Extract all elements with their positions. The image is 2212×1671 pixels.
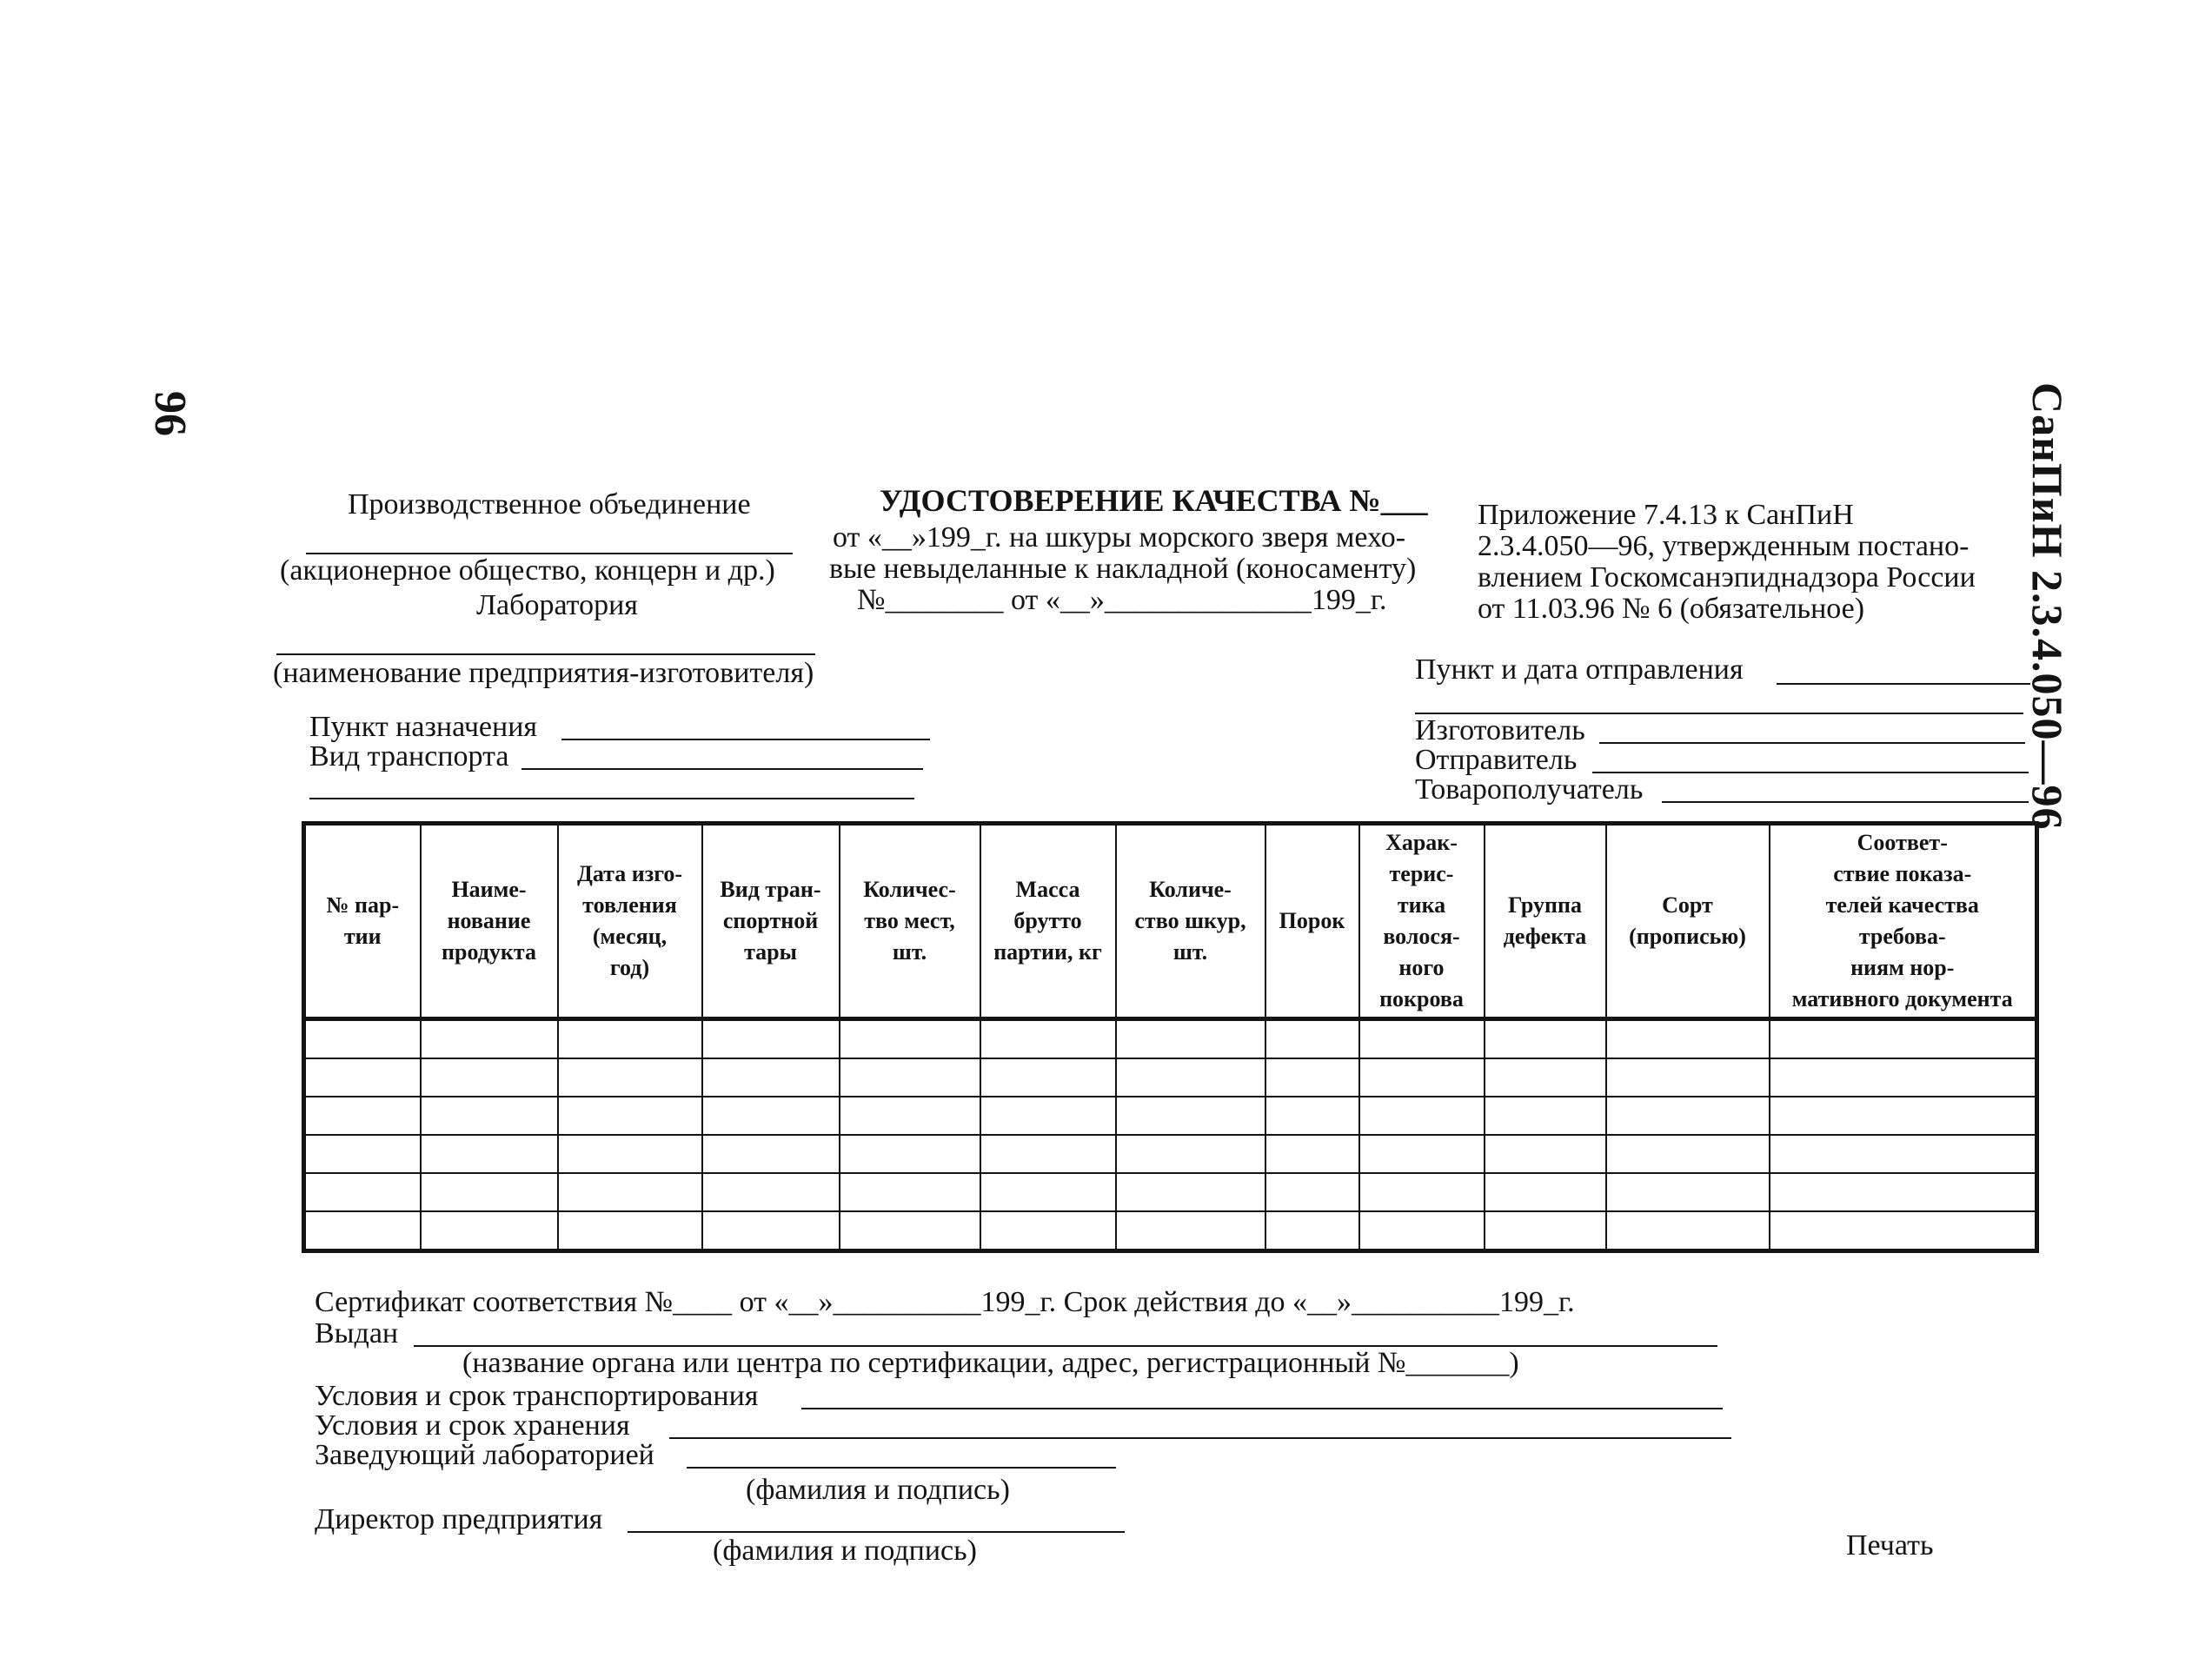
column-header: Харак- терис- тика волося- ного покрова — [1359, 824, 1485, 1019]
table-cell[interactable] — [1116, 1135, 1265, 1173]
table-cell[interactable] — [1265, 1019, 1359, 1059]
table-cell[interactable] — [980, 1135, 1116, 1173]
table-cell[interactable] — [1116, 1173, 1265, 1211]
table-cell[interactable] — [1606, 1173, 1770, 1211]
table-cell[interactable] — [1606, 1019, 1770, 1059]
transport-fill-line — [521, 768, 923, 770]
table-cell[interactable] — [421, 1019, 558, 1059]
transport-conditions-label: Условия и срок транспортирования — [315, 1380, 759, 1412]
column-header: Наиме- нование продукта — [421, 824, 558, 1019]
title-line-2: вые невыделанные к накладной (коносаменту) — [829, 553, 1417, 585]
appendix-line-2: 2.3.4.050—96, утвержденным постано- — [1478, 530, 1970, 562]
transport-label: Вид транспорта — [309, 740, 509, 773]
table-cell[interactable] — [1770, 1173, 2037, 1211]
table-cell[interactable] — [1359, 1211, 1485, 1251]
transport-extra-line — [309, 798, 914, 799]
lab-label: Лаборатория — [476, 589, 638, 621]
sender-label: Отправитель — [1415, 744, 1578, 776]
table-cell[interactable] — [421, 1058, 558, 1097]
table-cell[interactable] — [1116, 1058, 1265, 1097]
dispatch-label: Пункт и дата отправления — [1415, 653, 1744, 686]
table-cell[interactable] — [1485, 1058, 1606, 1097]
table-cell[interactable] — [840, 1097, 980, 1135]
table-cell[interactable] — [558, 1097, 702, 1135]
table-cell[interactable] — [421, 1135, 558, 1173]
stamp-label: Печать — [1846, 1529, 1934, 1562]
director-label: Директор предприятия — [315, 1503, 603, 1535]
title-line-3: №________ от «__»______________199_г. — [857, 584, 1387, 616]
table-cell[interactable] — [1485, 1135, 1606, 1173]
table-cell[interactable] — [558, 1173, 702, 1211]
director-fill-line — [628, 1531, 1125, 1533]
table-body — [304, 1019, 2037, 1251]
transport-conditions-fill-line — [801, 1408, 1723, 1409]
table-cell[interactable] — [304, 1135, 421, 1173]
column-header: Соответ- ствие показа- телей качества требова- ниям нор- мативного документа — [1770, 824, 2037, 1019]
table-row — [304, 1097, 2037, 1135]
table-cell[interactable] — [980, 1173, 1116, 1211]
storage-conditions-label: Условия и срок хранения — [315, 1409, 630, 1442]
issued-label: Выдан — [315, 1317, 399, 1349]
table-cell[interactable] — [1265, 1211, 1359, 1251]
lab-hint: (наименование предприятия-изготовителя) — [273, 657, 814, 689]
appendix-line-1: Приложение 7.4.13 к СанПиН — [1478, 499, 1854, 531]
table-cell[interactable] — [1485, 1211, 1606, 1251]
table-cell[interactable] — [1265, 1173, 1359, 1211]
table-cell[interactable] — [1485, 1019, 1606, 1059]
table-cell[interactable] — [1606, 1097, 1770, 1135]
lab-head-sign-hint: (фамилия и подпись) — [746, 1474, 1010, 1506]
table-cell[interactable] — [840, 1019, 980, 1059]
table-cell[interactable] — [304, 1173, 421, 1211]
org-label: Производственное объединение — [348, 488, 751, 521]
document-code-side-title: СанПиН 2.3.4.050—96 — [2023, 382, 2072, 831]
table-cell[interactable] — [1770, 1058, 2037, 1097]
table-cell[interactable] — [840, 1058, 980, 1097]
table-cell[interactable] — [304, 1211, 421, 1251]
column-header: Дата изго- товления (месяц, год) — [558, 824, 702, 1019]
manufacturer-fill-line — [1599, 742, 2025, 744]
table-cell[interactable] — [1359, 1173, 1485, 1211]
table-cell[interactable] — [980, 1058, 1116, 1097]
table-cell[interactable] — [421, 1211, 558, 1251]
table-row — [304, 1058, 2037, 1097]
table-cell[interactable] — [1770, 1097, 2037, 1135]
table-row — [304, 1135, 2037, 1173]
certificate-line: Сертификат соответствия №____ от «__»__________199_г. Срок действия до «__»__________199_г. — [315, 1286, 1575, 1318]
table-cell[interactable] — [980, 1097, 1116, 1135]
column-header: № пар- тии — [304, 824, 421, 1019]
lab-head-fill-line — [687, 1467, 1116, 1469]
dispatch-fill-line — [1777, 683, 2030, 685]
table-cell[interactable] — [558, 1211, 702, 1251]
table-cell[interactable] — [702, 1019, 840, 1059]
column-header: Порок — [1265, 824, 1359, 1019]
org-hint: (акционерное общество, концерн и др.) — [280, 554, 775, 587]
table-cell[interactable] — [702, 1058, 840, 1097]
table-cell[interactable] — [702, 1097, 840, 1135]
table-cell[interactable] — [702, 1173, 840, 1211]
lab-head-label: Заведующий лабораторией — [315, 1439, 654, 1471]
table-cell[interactable] — [1359, 1019, 1485, 1059]
consignee-fill-line — [1662, 801, 2029, 803]
table-cell[interactable] — [1265, 1058, 1359, 1097]
table-row — [304, 1019, 2037, 1059]
table-cell[interactable] — [1770, 1211, 2037, 1251]
table-cell[interactable] — [1485, 1097, 1606, 1135]
table-cell[interactable] — [1265, 1135, 1359, 1173]
table-cell[interactable] — [702, 1211, 840, 1251]
table-cell[interactable] — [1359, 1097, 1485, 1135]
table-cell[interactable] — [1265, 1097, 1359, 1135]
table-header-row — [304, 824, 2037, 1019]
table-cell[interactable] — [840, 1173, 980, 1211]
lab-fill-line — [276, 653, 815, 655]
table-cell[interactable] — [1359, 1135, 1485, 1173]
table-cell[interactable] — [840, 1135, 980, 1173]
table-cell[interactable] — [840, 1211, 980, 1251]
table-cell[interactable] — [1606, 1135, 1770, 1173]
table-cell[interactable] — [1606, 1211, 1770, 1251]
table-cell[interactable] — [1770, 1135, 2037, 1173]
column-header: Группа дефекта — [1485, 824, 1606, 1019]
destination-fill-line — [561, 739, 930, 740]
table-cell[interactable] — [1606, 1058, 1770, 1097]
issued-hint: (название органа или центра по сертификации, адрес, регистрационный №_______) — [462, 1347, 1519, 1379]
table-cell[interactable] — [558, 1019, 702, 1059]
quality-table — [302, 821, 2039, 1253]
column-header: Количе- ство шкур, шт. — [1116, 824, 1265, 1019]
table-cell[interactable] — [1116, 1097, 1265, 1135]
table-cell[interactable] — [1116, 1211, 1265, 1251]
manufacturer-label: Изготовитель — [1415, 714, 1585, 746]
table-row — [304, 1211, 2037, 1251]
destination-label: Пункт назначения — [309, 711, 538, 743]
appendix-line-4: от 11.03.96 № 6 (обязательное) — [1478, 593, 1865, 625]
table-cell[interactable] — [304, 1019, 421, 1059]
director-sign-hint: (фамилия и подпись) — [713, 1535, 977, 1567]
table-cell[interactable] — [1770, 1019, 2037, 1059]
table-cell[interactable] — [421, 1097, 558, 1135]
storage-conditions-fill-line — [669, 1437, 1731, 1439]
table-cell[interactable] — [1116, 1019, 1265, 1059]
sender-fill-line — [1592, 772, 2029, 773]
table-cell[interactable] — [304, 1097, 421, 1135]
table-cell[interactable] — [558, 1058, 702, 1097]
table-cell[interactable] — [702, 1135, 840, 1173]
table-cell[interactable] — [421, 1173, 558, 1211]
column-header: Сорт (прописью) — [1606, 824, 1770, 1019]
table-row — [304, 1173, 2037, 1211]
table-cell[interactable] — [558, 1135, 702, 1173]
table-cell[interactable] — [1359, 1058, 1485, 1097]
column-header: Вид тран- спортной тары — [702, 824, 840, 1019]
page-number: 96 — [145, 391, 195, 436]
table-cell[interactable] — [980, 1211, 1116, 1251]
consignee-label: Товарополучатель — [1415, 773, 1644, 806]
column-header: Количес- тво мест, шт. — [840, 824, 980, 1019]
document-title: УДОСТОВЕРЕНИЕ КАЧЕСТВА №___ — [880, 483, 1428, 518]
appendix-line-3: влением Госкомсанэпиднадзора России — [1478, 561, 1976, 593]
title-line-1: от «__»199_г. на шкуры морского зверя мехо- — [833, 521, 1406, 554]
table-cell[interactable] — [1485, 1173, 1606, 1211]
column-header: Масса брутто партии, кг — [980, 824, 1116, 1019]
table-cell[interactable] — [980, 1019, 1116, 1059]
table-cell[interactable] — [304, 1058, 421, 1097]
